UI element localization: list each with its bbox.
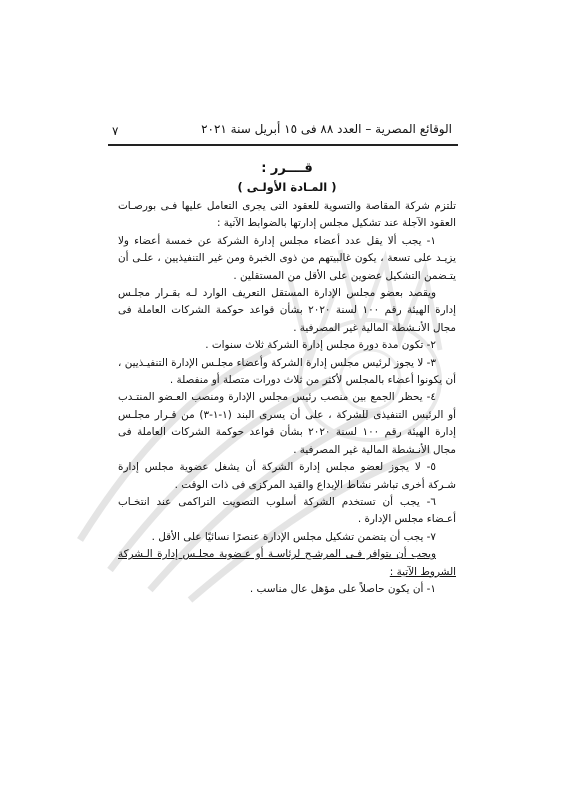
clause-7: ٧- يجب أن يتضمن تشكيل مجلس الإدارة عنصرًا نسائيًا على الأقل . <box>151 530 436 543</box>
clause-4: ٤- يحظر الجمع بين منصب رئيس مجلس الإدارة ومنصب العـضو المنتـدب أو الرئيس التنفيذى للشركة ، على أن يسرى البند (١-١-٣) من قـرار مجلـس إدارة الهيئة رقم ١٠٠ لسنة ٢٠٢٠ بشأن قواعد حوكمة الشركات العاملة فى مجال الأنـشطة المالية غير المصرفية . <box>118 391 457 456</box>
clause-2: ٢- تكون مدة دورة مجلس إدارة الشركة ثلاث سنوات . <box>205 339 436 352</box>
decision-heading: قــــرر : <box>261 161 313 176</box>
clause-5: ٥- لا يجوز لعضو مجلس إدارة الشركة أن يشغل عضوية مجلس إدارة شـركة أخرى تباشر نشاط الإيداع والقيد المركزى فى ذات الوقت . <box>118 461 456 491</box>
document-body <box>118 158 456 598</box>
article-heading: ( المـادة الأولـى ) <box>237 180 337 194</box>
running-header: الوقائع المصرية – العدد ٨٨ فى ١٥ أبريل سنة ٢٠٢١ <box>201 122 452 136</box>
conditions-intro: ويجب أن يتوافر فـى المرشـح لرئاسـة أو عـضوية مجلـس إدارة الـشركة الشروط الآتية : <box>118 548 456 578</box>
condition-1: ١- أن يكون حاصلاً على مؤهل عال مناسب . <box>249 582 436 595</box>
header-divider <box>108 144 458 146</box>
intro-paragraph: تلتزم شركة المقاصة والتسوية للعقود التى يجرى التعامل عليها فـى بورصـات العقود الآجلة عند تشكيل مجلس إدارتها بالضوابط الآتية : <box>118 200 456 230</box>
page-number: ٧ <box>112 124 119 138</box>
clause-3: ٣- لا يجوز لرئيس مجلس إدارة الشركة وأعضاء مجلـس الإدارة التنفيـذيين ، أن يكونوا أعضاء بالمجلس لأكثر من ثلاث دورات متصلة أو منفصلة . <box>118 356 456 387</box>
independent-member-definition: ويقصد بعضو مجلس الإدارة المستقل التعريف الوارد لـه بقـرار مجلـس إدارة الهيئة رقم ١٠٠ لسنة ٢٠٢٠ بشأن قواعد حوكمة الشركات العاملة فى مجال الأنـشطة المالية غير المصرفية . <box>118 287 457 334</box>
clause-1: ١- يجب ألا يقل عدد أعضاء مجلس إدارة الشركة عن خمسة أعضاء ولا يزيـد على تسعة ، يكون غالبيتهم من ذوى الخبرة ومن غير التنفيذيين ، علـى أن يتـضمن التشكيل عضوين على الأقل من المستقلين . <box>118 234 456 282</box>
clause-6: ٦- يجب أن تستخدم الشركة أسلوب التصويت التراكمى عند انتخـاب أعـضاء مجلس الإدارة . <box>118 495 456 526</box>
